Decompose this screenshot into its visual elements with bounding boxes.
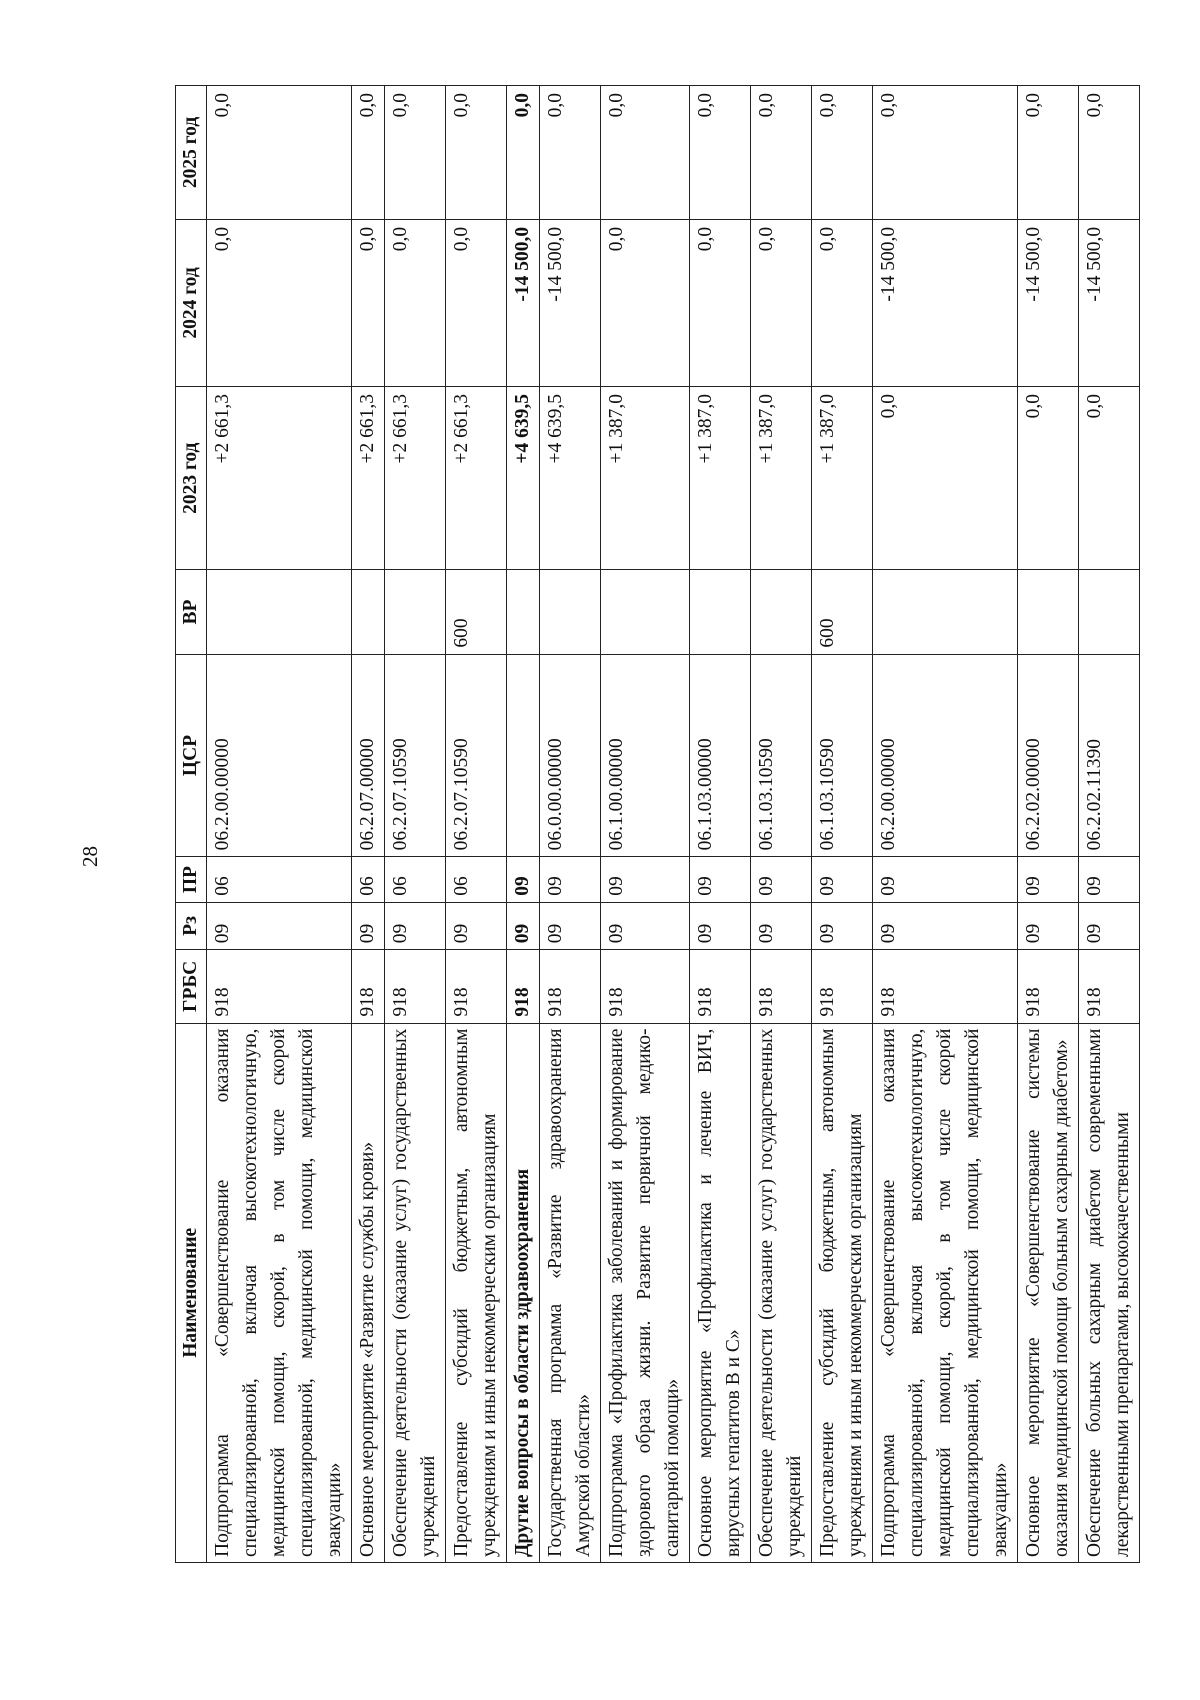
cell-vr	[540, 570, 601, 654]
cell-name: Основное мероприятие «Развитие службы крови»	[352, 1023, 385, 1562]
cell-rz: 09	[812, 902, 873, 949]
cell-grbs: 918	[690, 950, 751, 1023]
cell-grbs: 918	[1018, 950, 1079, 1023]
cell-2023: 0,0	[1079, 387, 1140, 570]
cell-pr: 09	[751, 857, 812, 902]
cell-name: Обеспечение деятельности (оказание услуг) государственных учреждений	[751, 1023, 812, 1562]
cell-2024: 0,0	[446, 219, 507, 386]
cell-rz: 09	[601, 902, 690, 949]
cell-grbs: 918	[207, 950, 352, 1023]
cell-vr	[751, 570, 812, 654]
cell-pr: 09	[1018, 857, 1079, 902]
table-row	[352, 86, 385, 1563]
cell-2023: +2 661,3	[352, 387, 385, 570]
cell-csr: 06.1.03.10590	[812, 654, 873, 857]
cell-2023: +4 639,5	[507, 387, 540, 570]
table-row	[751, 86, 812, 1563]
cell-pr: 09	[540, 857, 601, 902]
cell-pr: 09	[690, 857, 751, 902]
cell-2023: +1 387,0	[690, 387, 751, 570]
cell-rz: 09	[540, 902, 601, 949]
table-row	[207, 86, 352, 1563]
cell-csr: 06.1.03.00000	[690, 654, 751, 857]
cell-pr: 09	[812, 857, 873, 902]
cell-2025: 0,0	[601, 86, 690, 220]
cell-rz: 09	[507, 902, 540, 949]
cell-rz: 09	[690, 902, 751, 949]
cell-grbs: 918	[601, 950, 690, 1023]
cell-rz: 09	[873, 902, 1018, 949]
header-vr: ВР	[176, 570, 207, 654]
cell-vr: 600	[446, 570, 507, 654]
cell-vr: 600	[812, 570, 873, 654]
cell-2024: 0,0	[352, 219, 385, 386]
cell-csr: 06.2.07.10590	[385, 654, 446, 857]
cell-2023: 0,0	[873, 387, 1018, 570]
cell-vr	[873, 570, 1018, 654]
header-2023: 2023 год	[176, 387, 207, 570]
cell-2025: 0,0	[446, 86, 507, 220]
cell-2025: 0,0	[690, 86, 751, 220]
cell-2025: 0,0	[352, 86, 385, 220]
cell-2024: 0,0	[690, 219, 751, 386]
cell-vr	[1079, 570, 1140, 654]
table-row	[1018, 86, 1079, 1563]
header-name: Наименование	[176, 1023, 207, 1562]
cell-grbs: 918	[385, 950, 446, 1023]
cell-csr: 06.0.00.00000	[540, 654, 601, 857]
cell-csr: 06.1.03.10590	[751, 654, 812, 857]
cell-rz: 09	[385, 902, 446, 949]
cell-rz: 09	[1079, 902, 1140, 949]
cell-csr: 06.2.07.00000	[352, 654, 385, 857]
cell-pr: 06	[207, 857, 352, 902]
cell-2023: +1 387,0	[601, 387, 690, 570]
cell-rz: 09	[1018, 902, 1079, 949]
cell-rz: 09	[446, 902, 507, 949]
cell-rz: 09	[207, 902, 352, 949]
cell-pr: 06	[352, 857, 385, 902]
cell-2024: 0,0	[812, 219, 873, 386]
header-pr: ПР	[176, 857, 207, 902]
table-body	[207, 86, 1140, 1563]
cell-name: Подпрограмма «Профилактика заболеваний и формирование здорового образа жизни. Развитие первичной медико-санитарной помощи»	[601, 1023, 690, 1562]
cell-2023: +4 639,5	[540, 387, 601, 570]
cell-pr: 09	[507, 857, 540, 902]
cell-name: Основное мероприятие «Профилактика и лечение ВИЧ, вирусных гепатитов В и С»	[690, 1023, 751, 1562]
table-row	[540, 86, 601, 1563]
page-number: 28	[78, 846, 102, 867]
header-2025: 2025 год	[176, 86, 207, 220]
cell-2025: 0,0	[751, 86, 812, 220]
cell-pr: 09	[1079, 857, 1140, 902]
cell-2024: -14 500,0	[1079, 219, 1140, 386]
table-row	[873, 86, 1018, 1563]
cell-name: Обеспечение деятельности (оказание услуг) государственных учреждений	[385, 1023, 446, 1562]
rotated-table-sheet	[175, 85, 1200, 1563]
table-row	[812, 86, 873, 1563]
cell-vr	[601, 570, 690, 654]
cell-grbs: 918	[507, 950, 540, 1023]
cell-2025: 0,0	[507, 86, 540, 220]
cell-2023: +1 387,0	[751, 387, 812, 570]
header-rz: Рз	[176, 902, 207, 949]
cell-name: Предоставление субсидий бюджетным, автономным учреждениям и иным некоммерческим организациям	[446, 1023, 507, 1562]
cell-2023: +2 661,3	[446, 387, 507, 570]
cell-name: Подпрограмма «Совершенствование оказания специализированной, включая высокотехнологичную, медицинской помощи, скорой, в том числе скорой специализированной, медицинской помощи, медицинской эвакуации»	[873, 1023, 1018, 1562]
cell-2024: 0,0	[207, 219, 352, 386]
cell-grbs: 918	[873, 950, 1018, 1023]
table-row	[446, 86, 507, 1563]
cell-2025: 0,0	[207, 86, 352, 220]
cell-rz: 09	[751, 902, 812, 949]
cell-name: Государственная программа «Развитие здравоохранения Амурской области»	[540, 1023, 601, 1562]
cell-csr	[507, 654, 540, 857]
cell-2024: 0,0	[601, 219, 690, 386]
cell-csr: 06.2.00.00000	[207, 654, 352, 857]
table-row	[601, 86, 690, 1563]
cell-2024: -14 500,0	[873, 219, 1018, 386]
cell-name: Обеспечение больных сахарным диабетом современными лекарственными препаратами, высококачественными	[1079, 1023, 1140, 1562]
cell-csr: 06.2.07.10590	[446, 654, 507, 857]
cell-2025: 0,0	[540, 86, 601, 220]
cell-2024: -14 500,0	[540, 219, 601, 386]
table-row	[385, 86, 446, 1563]
cell-name: Предоставление субсидий бюджетным, автономным учреждениям и иным некоммерческим организациям	[812, 1023, 873, 1562]
cell-2024: 0,0	[751, 219, 812, 386]
cell-name: Подпрограмма «Совершенствование оказания специализированной, включая высокотехнологичную, медицинской помощи, скорой, в том числе скорой специализированной, медицинской помощи, медицинской эвакуации»	[207, 1023, 352, 1562]
cell-2024: -14 500,0	[507, 219, 540, 386]
cell-grbs: 918	[352, 950, 385, 1023]
cell-name: Основное мероприятие «Совершенствование системы оказания медицинской помощи больным сахарным диабетом»	[1018, 1023, 1079, 1562]
cell-2025: 0,0	[1018, 86, 1079, 220]
cell-2023: +2 661,3	[385, 387, 446, 570]
cell-2025: 0,0	[1079, 86, 1140, 220]
cell-vr	[507, 570, 540, 654]
cell-2025: 0,0	[385, 86, 446, 220]
cell-2025: 0,0	[873, 86, 1018, 220]
header-2024: 2024 год	[176, 219, 207, 386]
cell-csr: 06.2.02.00000	[1018, 654, 1079, 857]
cell-pr: 09	[601, 857, 690, 902]
table-header-row	[176, 86, 207, 1563]
cell-csr: 06.2.00.00000	[873, 654, 1018, 857]
cell-vr	[1018, 570, 1079, 654]
cell-vr	[207, 570, 352, 654]
cell-vr	[690, 570, 751, 654]
table-row	[1079, 86, 1140, 1563]
cell-pr: 06	[446, 857, 507, 902]
cell-name: Другие вопросы в области здравоохранения	[507, 1023, 540, 1562]
cell-2025: 0,0	[812, 86, 873, 220]
cell-grbs: 918	[812, 950, 873, 1023]
cell-rz: 09	[352, 902, 385, 949]
cell-grbs: 918	[446, 950, 507, 1023]
cell-vr	[385, 570, 446, 654]
cell-2023: 0,0	[1018, 387, 1079, 570]
cell-grbs: 918	[1079, 950, 1140, 1023]
cell-vr	[352, 570, 385, 654]
cell-2023: +1 387,0	[812, 387, 873, 570]
cell-2024: -14 500,0	[1018, 219, 1079, 386]
cell-pr: 06	[385, 857, 446, 902]
table-row	[507, 86, 540, 1563]
cell-2024: 0,0	[385, 219, 446, 386]
cell-csr: 06.1.00.00000	[601, 654, 690, 857]
cell-csr: 06.2.02.11390	[1079, 654, 1140, 857]
cell-pr: 09	[873, 857, 1018, 902]
header-csr: ЦСР	[176, 654, 207, 857]
cell-grbs: 918	[540, 950, 601, 1023]
table-row	[690, 86, 751, 1563]
budget-table	[175, 85, 1140, 1563]
cell-grbs: 918	[751, 950, 812, 1023]
header-grbs: ГРБС	[176, 950, 207, 1023]
cell-2023: +2 661,3	[207, 387, 352, 570]
